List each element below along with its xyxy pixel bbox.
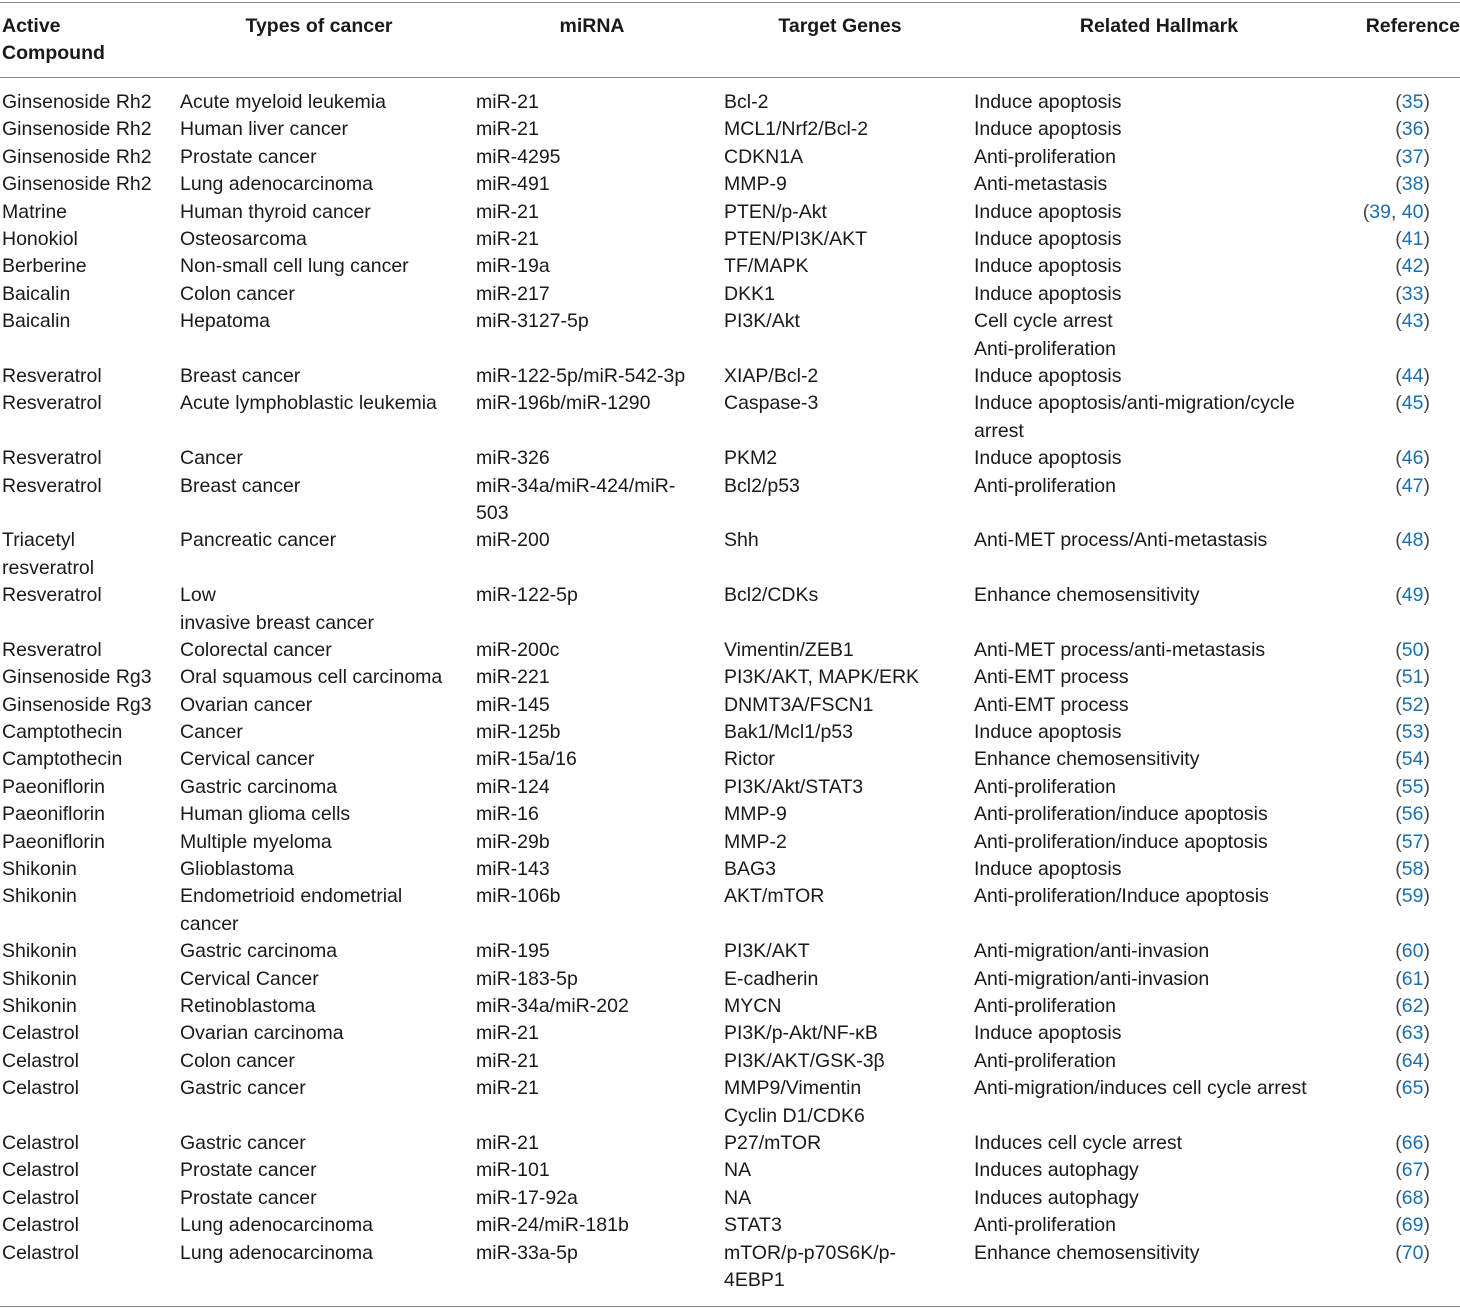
cell-cancer-type: Gastric cancer — [180, 1131, 306, 1154]
table-row — [0, 1020, 1460, 1047]
cell-mirna: miR-183-5p — [476, 967, 578, 990]
cell-related-hallmark: Anti-proliferation — [974, 145, 1116, 168]
cell-reference: (37) — [1395, 145, 1430, 168]
cell-target-genes: PI3K/AKT — [724, 940, 810, 963]
cell-related-hallmark: Induce apoptosis — [974, 364, 1122, 387]
cell-target-genes: P27/mTOR — [724, 1131, 822, 1154]
cell-reference: (68) — [1395, 1186, 1430, 1209]
cell-active-compound: Celastrol — [2, 1049, 79, 1072]
cell-active-compound: Celastrol — [2, 1214, 79, 1237]
cell-related-hallmark: Induces cell cycle arrest — [974, 1131, 1183, 1154]
cell-reference: (33) — [1395, 282, 1430, 305]
cell-target-genes: PI3K/AKT/GSK-3β — [724, 1049, 885, 1072]
cell-related-hallmark: Induce apoptosis — [974, 1022, 1122, 1045]
table-row — [0, 719, 1460, 746]
cell-related-hallmark: Anti-proliferation — [974, 775, 1116, 798]
cell-related-hallmark: Anti-migration/induces cell cycle arrest — [974, 1077, 1307, 1100]
table-row — [0, 1240, 1460, 1295]
header-types-of-cancer: Types of cancer — [245, 15, 393, 37]
cell-related-hallmark: Anti-proliferation — [974, 1214, 1116, 1237]
cell-mirna: miR-124 — [476, 775, 550, 798]
cell-cancer-type: Breast cancer — [180, 364, 301, 387]
cell-active-compound: Paeoniflorin — [2, 775, 105, 798]
table-row — [0, 473, 1460, 528]
cell-reference: (42) — [1395, 255, 1430, 278]
cell-cancer-type: Prostate cancer — [180, 1159, 317, 1182]
cell-active-compound: Resveratrol — [2, 447, 102, 470]
cell-active-compound: Resveratrol — [2, 474, 102, 497]
cell-cancer-type: Gastric carcinoma — [180, 775, 338, 798]
table-row — [0, 856, 1460, 883]
cell-cancer-type: Oral squamous cell carcinoma — [180, 666, 443, 689]
cell-reference: (47) — [1395, 474, 1430, 497]
cell-active-compound: Paeoniflorin — [2, 830, 105, 853]
cell-reference: (59) — [1395, 885, 1430, 908]
cell-mirna: miR-21 — [476, 118, 539, 141]
cell-cancer-type: Cervical cancer — [180, 748, 315, 771]
cell-mirna: miR-145 — [476, 693, 550, 716]
cell-mirna: miR-4295 — [476, 145, 561, 168]
table-row — [0, 363, 1460, 390]
table-row — [0, 801, 1460, 828]
cell-target-genes: Vimentin/ZEB1 — [724, 638, 854, 661]
cell-target-genes: DNMT3A/FSCN1 — [724, 693, 874, 716]
cell-reference: (41) — [1395, 227, 1430, 250]
cell-target-genes: DKK1 — [724, 282, 775, 305]
table-row — [0, 993, 1460, 1020]
table-row — [0, 692, 1460, 719]
cell-related-hallmark: Induce apoptosis — [974, 91, 1122, 113]
cell-related-hallmark: Anti-proliferation — [974, 994, 1116, 1017]
cell-target-genes: PI3K/p-Akt/NF-κB — [724, 1022, 878, 1045]
cell-related-hallmark: Anti-proliferation/induce apoptosis — [974, 830, 1268, 853]
cell-reference: (39, 40) — [1362, 200, 1430, 223]
cell-cancer-type: Acute lymphoblastic leukemia — [180, 392, 437, 415]
cell-mirna: miR-21 — [476, 1077, 539, 1100]
cell-target-genes: Caspase-3 — [724, 392, 819, 415]
cell-reference: (62) — [1395, 994, 1430, 1017]
cell-reference: (63) — [1395, 1022, 1430, 1045]
cell-mirna: miR-200c — [476, 638, 560, 661]
cell-active-compound: Resveratrol — [2, 392, 102, 415]
cell-mirna: miR-101 — [476, 1159, 550, 1182]
cell-target-genes: MMP-9 — [724, 803, 787, 826]
table-row — [0, 1048, 1460, 1075]
cell-target-genes: XIAP/Bcl-2 — [724, 364, 819, 387]
header-target-genes: Target Genes — [778, 15, 902, 37]
cell-mirna: miR-3127-5p — [476, 310, 589, 333]
header-active-compound: Active Compound — [2, 15, 105, 64]
cell-reference: (54) — [1395, 748, 1430, 771]
cell-cancer-type: Ovarian cancer — [180, 693, 313, 716]
cell-cancer-type: Cervical Cancer — [180, 967, 319, 990]
cell-active-compound: Celastrol — [2, 1131, 79, 1154]
cell-target-genes: E-cadherin — [724, 967, 819, 990]
cell-mirna: miR-21 — [476, 1022, 539, 1045]
cell-cancer-type: Low invasive breast cancer — [180, 584, 375, 634]
header-related-hallmark: Related Hallmark — [1079, 15, 1239, 37]
table-row — [0, 144, 1460, 171]
cell-target-genes: MCL1/Nrf2/Bcl-2 — [724, 118, 869, 141]
cell-cancer-type: Glioblastoma — [180, 858, 294, 881]
cell-related-hallmark: Induce apoptosis — [974, 200, 1122, 223]
table-row — [0, 774, 1460, 801]
cell-reference: (44) — [1395, 364, 1430, 387]
cell-active-compound: Matrine — [2, 200, 68, 223]
cell-target-genes: Bcl-2 — [724, 91, 769, 113]
cell-reference: (55) — [1395, 775, 1430, 798]
cell-reference: (57) — [1395, 830, 1430, 853]
bottom-rule — [0, 1306, 1460, 1307]
table-row — [0, 664, 1460, 691]
cell-active-compound: Resveratrol — [2, 364, 102, 387]
cell-target-genes: AKT/mTOR — [724, 885, 825, 908]
table-row — [0, 116, 1460, 143]
cell-active-compound: Ginsenoside Rh2 — [2, 118, 152, 141]
table-row — [0, 637, 1460, 664]
table-row — [0, 582, 1460, 637]
header-mirna: miRNA — [559, 15, 625, 37]
cell-active-compound: Resveratrol — [2, 584, 102, 607]
table-row — [0, 308, 1460, 363]
table-row — [0, 966, 1460, 993]
table-row — [0, 829, 1460, 856]
cell-mirna: miR-196b/miR-1290 — [476, 392, 651, 415]
cell-reference: (70) — [1395, 1241, 1430, 1264]
cell-active-compound: Shikonin — [2, 858, 77, 881]
cell-target-genes: PTEN/PI3K/AKT — [724, 227, 868, 250]
cell-cancer-type: Prostate cancer — [180, 1186, 317, 1209]
cell-cancer-type: Colorectal cancer — [180, 638, 332, 661]
cell-related-hallmark: Anti-MET process/anti-metastasis — [974, 638, 1266, 661]
cell-cancer-type: Gastric cancer — [180, 1077, 306, 1100]
cell-related-hallmark: Induce apoptosis — [974, 118, 1122, 141]
cell-cancer-type: Human glioma cells — [180, 803, 351, 826]
table-row — [0, 1185, 1460, 1212]
cell-reference: (48) — [1395, 529, 1430, 552]
cell-active-compound: Shikonin — [2, 967, 77, 990]
cell-related-hallmark: Anti-proliferation/induce apoptosis — [974, 803, 1268, 826]
cell-mirna: miR-34a/miR-424/miR- 503 — [476, 474, 676, 524]
cell-cancer-type: Lung adenocarcinoma — [180, 1214, 373, 1237]
cell-related-hallmark: Anti-proliferation — [974, 1049, 1116, 1072]
cell-reference: (50) — [1395, 638, 1430, 661]
cell-mirna: miR-19a — [476, 255, 550, 278]
table-header-row — [0, 13, 1460, 73]
header-rule — [0, 77, 1460, 78]
cell-active-compound: Shikonin — [2, 885, 77, 908]
cell-related-hallmark: Induce apoptosis — [974, 255, 1122, 278]
cell-mirna: miR-195 — [476, 940, 550, 963]
cell-mirna: miR-122-5p — [476, 584, 578, 607]
table-row — [0, 883, 1460, 938]
cell-cancer-type: Pancreatic cancer — [180, 529, 337, 552]
cell-active-compound: Ginsenoside Rh2 — [2, 173, 152, 196]
cell-cancer-type: Prostate cancer — [180, 145, 317, 168]
cell-related-hallmark: Induce apoptosis — [974, 447, 1122, 470]
table-row — [0, 281, 1460, 308]
cell-mirna: miR-21 — [476, 200, 539, 223]
cell-cancer-type: Non-small cell lung cancer — [180, 255, 409, 278]
cell-target-genes: STAT3 — [724, 1214, 782, 1237]
table-row — [0, 390, 1460, 445]
cell-mirna: miR-29b — [476, 830, 550, 853]
cell-reference: (38) — [1395, 173, 1430, 196]
cell-target-genes: PI3K/AKT, MAPK/ERK — [724, 666, 920, 689]
table-row — [0, 226, 1460, 253]
cell-mirna: miR-24/miR-181b — [476, 1214, 629, 1237]
cell-active-compound: Baicalin — [2, 310, 71, 333]
cell-mirna: miR-17-92a — [476, 1186, 578, 1209]
cell-related-hallmark: Enhance chemosensitivity — [974, 1241, 1200, 1264]
cell-reference: (56) — [1395, 803, 1430, 826]
cell-target-genes: Bcl2/p53 — [724, 474, 800, 497]
cell-target-genes: MMP-9 — [724, 173, 787, 196]
cell-cancer-type: Colon cancer — [180, 1049, 295, 1072]
table-row — [0, 171, 1460, 198]
cell-cancer-type: Gastric carcinoma — [180, 940, 338, 963]
cell-active-compound: Ginsenoside Rh2 — [2, 145, 152, 168]
cell-active-compound: Celastrol — [2, 1186, 79, 1209]
cell-mirna: miR-21 — [476, 227, 539, 250]
cell-active-compound: Camptothecin — [2, 721, 123, 744]
cell-reference: (69) — [1395, 1214, 1430, 1237]
table-row — [0, 199, 1460, 226]
cell-target-genes: NA — [724, 1186, 752, 1209]
cell-cancer-type: Breast cancer — [180, 474, 301, 497]
cell-reference: (36) — [1395, 118, 1430, 141]
cell-active-compound: Ginsenoside Rg3 — [2, 666, 152, 689]
table-row — [0, 938, 1460, 965]
cell-mirna: miR-217 — [476, 282, 550, 305]
cell-reference: (65) — [1395, 1077, 1430, 1100]
cell-target-genes: BAG3 — [724, 858, 777, 881]
table-row — [0, 527, 1460, 582]
cell-active-compound: Resveratrol — [2, 638, 102, 661]
cell-active-compound: Shikonin — [2, 940, 77, 963]
cell-reference: (66) — [1395, 1131, 1430, 1154]
cell-reference: (46) — [1395, 447, 1430, 470]
cell-active-compound: Celastrol — [2, 1077, 79, 1100]
cell-cancer-type: Hepatoma — [180, 310, 270, 333]
cell-related-hallmark: Induces autophagy — [974, 1186, 1139, 1209]
cell-cancer-type: Ovarian carcinoma — [180, 1022, 344, 1045]
cell-active-compound: Celastrol — [2, 1241, 79, 1264]
table-row — [0, 1157, 1460, 1184]
cell-cancer-type: Retinoblastoma — [180, 994, 316, 1017]
cell-mirna: miR-221 — [476, 666, 550, 689]
cell-related-hallmark: Induce apoptosis — [974, 227, 1122, 250]
cell-related-hallmark: Induce apoptosis — [974, 721, 1122, 744]
cell-mirna: miR-21 — [476, 1131, 539, 1154]
cell-target-genes: Bcl2/CDKs — [724, 584, 819, 607]
cell-reference: (60) — [1395, 940, 1430, 963]
cell-active-compound: Camptothecin — [2, 748, 123, 771]
cell-active-compound: Berberine — [2, 255, 87, 278]
cell-mirna: miR-15a/16 — [476, 748, 577, 771]
cell-related-hallmark: Induce apoptosis — [974, 282, 1122, 305]
cell-cancer-type: Cancer — [180, 721, 243, 744]
table-row — [0, 89, 1460, 116]
cell-target-genes: PKM2 — [724, 447, 778, 470]
cell-mirna: miR-491 — [476, 173, 550, 196]
cell-related-hallmark: Anti-EMT process — [974, 693, 1129, 716]
cell-reference: (51) — [1395, 666, 1430, 689]
cell-cancer-type: Human thyroid cancer — [180, 200, 371, 223]
cell-active-compound: Honokiol — [2, 227, 78, 250]
table-row — [0, 253, 1460, 280]
cell-reference: (67) — [1395, 1159, 1430, 1182]
cell-target-genes: Shh — [724, 529, 759, 552]
cell-cancer-type: Acute myeloid leukemia — [180, 91, 386, 113]
cell-related-hallmark: Anti-proliferation — [974, 474, 1116, 497]
cell-related-hallmark: Anti-metastasis — [974, 173, 1108, 196]
cell-target-genes: CDKN1A — [724, 145, 804, 168]
cell-active-compound: Baicalin — [2, 282, 71, 305]
cell-active-compound: Ginsenoside Rh2 — [2, 91, 152, 113]
cell-mirna: miR-21 — [476, 91, 539, 113]
cell-target-genes: PI3K/Akt/STAT3 — [724, 775, 864, 798]
cell-target-genes: PTEN/p-Akt — [724, 200, 827, 223]
cell-mirna: miR-125b — [476, 721, 561, 744]
cell-target-genes: Bak1/Mcl1/p53 — [724, 721, 853, 744]
cell-related-hallmark: Anti-MET process/Anti-metastasis — [974, 529, 1268, 552]
table-row — [0, 445, 1460, 472]
cell-target-genes: mTOR/p-p70S6K/p- 4EBP1 — [724, 1241, 896, 1291]
cell-reference: (49) — [1395, 584, 1430, 607]
top-rule — [0, 2, 1460, 3]
cell-target-genes: Rictor — [724, 748, 775, 771]
cell-related-hallmark: Anti-migration/anti-invasion — [974, 967, 1210, 990]
cell-active-compound: Celastrol — [2, 1022, 79, 1045]
cell-cancer-type: Colon cancer — [180, 282, 295, 305]
table-row — [0, 1212, 1460, 1239]
cell-mirna: miR-143 — [476, 858, 550, 881]
cell-related-hallmark: Enhance chemosensitivity — [974, 584, 1200, 607]
cell-related-hallmark: Induce apoptosis — [974, 858, 1122, 881]
cell-target-genes: MMP9/Vimentin Cyclin D1/CDK6 — [724, 1077, 865, 1127]
cell-mirna: miR-16 — [476, 803, 539, 826]
cell-mirna: miR-33a-5p — [476, 1241, 578, 1264]
cell-mirna: miR-122-5p/miR-542-3p — [476, 364, 686, 387]
cell-related-hallmark: Anti-proliferation/Induce apoptosis — [974, 885, 1269, 908]
cell-mirna: miR-200 — [476, 529, 550, 552]
cell-target-genes: NA — [724, 1159, 752, 1182]
table-row — [0, 1130, 1460, 1157]
cell-cancer-type: Endometrioid endometrial cancer — [180, 885, 403, 935]
table-row — [0, 746, 1460, 773]
cell-target-genes: PI3K/Akt — [724, 310, 800, 333]
cell-active-compound: Shikonin — [2, 994, 77, 1017]
cell-mirna: miR-34a/miR-202 — [476, 994, 629, 1017]
cell-mirna: miR-326 — [476, 447, 550, 470]
cell-target-genes: MMP-2 — [724, 830, 787, 853]
header-reference: Reference — [1365, 15, 1460, 37]
cell-reference: (45) — [1395, 392, 1430, 415]
cell-cancer-type: Lung adenocarcinoma — [180, 1241, 373, 1264]
cell-cancer-type: Multiple myeloma — [180, 830, 332, 853]
cell-reference: (64) — [1395, 1049, 1430, 1072]
cell-reference: (35) — [1395, 91, 1430, 113]
cell-related-hallmark: Induces autophagy — [974, 1159, 1139, 1182]
cell-cancer-type: Lung adenocarcinoma — [180, 173, 373, 196]
cell-reference: (52) — [1395, 693, 1430, 716]
cell-active-compound: Triacetyl resveratrol — [2, 529, 95, 579]
cell-reference: (58) — [1395, 858, 1430, 881]
cell-cancer-type: Human liver cancer — [180, 118, 348, 141]
table-row — [0, 1075, 1460, 1130]
cell-active-compound: Celastrol — [2, 1159, 79, 1182]
cell-mirna: miR-106b — [476, 885, 561, 908]
cell-reference: (53) — [1395, 721, 1430, 744]
cell-target-genes: MYCN — [724, 994, 782, 1017]
cell-active-compound: Paeoniflorin — [2, 803, 105, 826]
cell-related-hallmark: Anti-migration/anti-invasion — [974, 940, 1210, 963]
cell-target-genes: TF/MAPK — [724, 255, 809, 278]
cell-related-hallmark: Enhance chemosensitivity — [974, 748, 1200, 771]
cell-reference: (61) — [1395, 967, 1430, 990]
cell-cancer-type: Cancer — [180, 447, 243, 470]
cell-reference: (43) — [1395, 310, 1430, 333]
cell-cancer-type: Osteosarcoma — [180, 227, 307, 250]
cell-related-hallmark: Cell cycle arrest Anti-proliferation — [974, 310, 1116, 360]
cell-related-hallmark: Induce apoptosis/anti-migration/cycle arrest — [974, 392, 1295, 442]
table-body — [0, 89, 1460, 1294]
cell-related-hallmark: Anti-EMT process — [974, 666, 1129, 689]
cell-active-compound: Ginsenoside Rg3 — [2, 693, 152, 716]
cell-mirna: miR-21 — [476, 1049, 539, 1072]
